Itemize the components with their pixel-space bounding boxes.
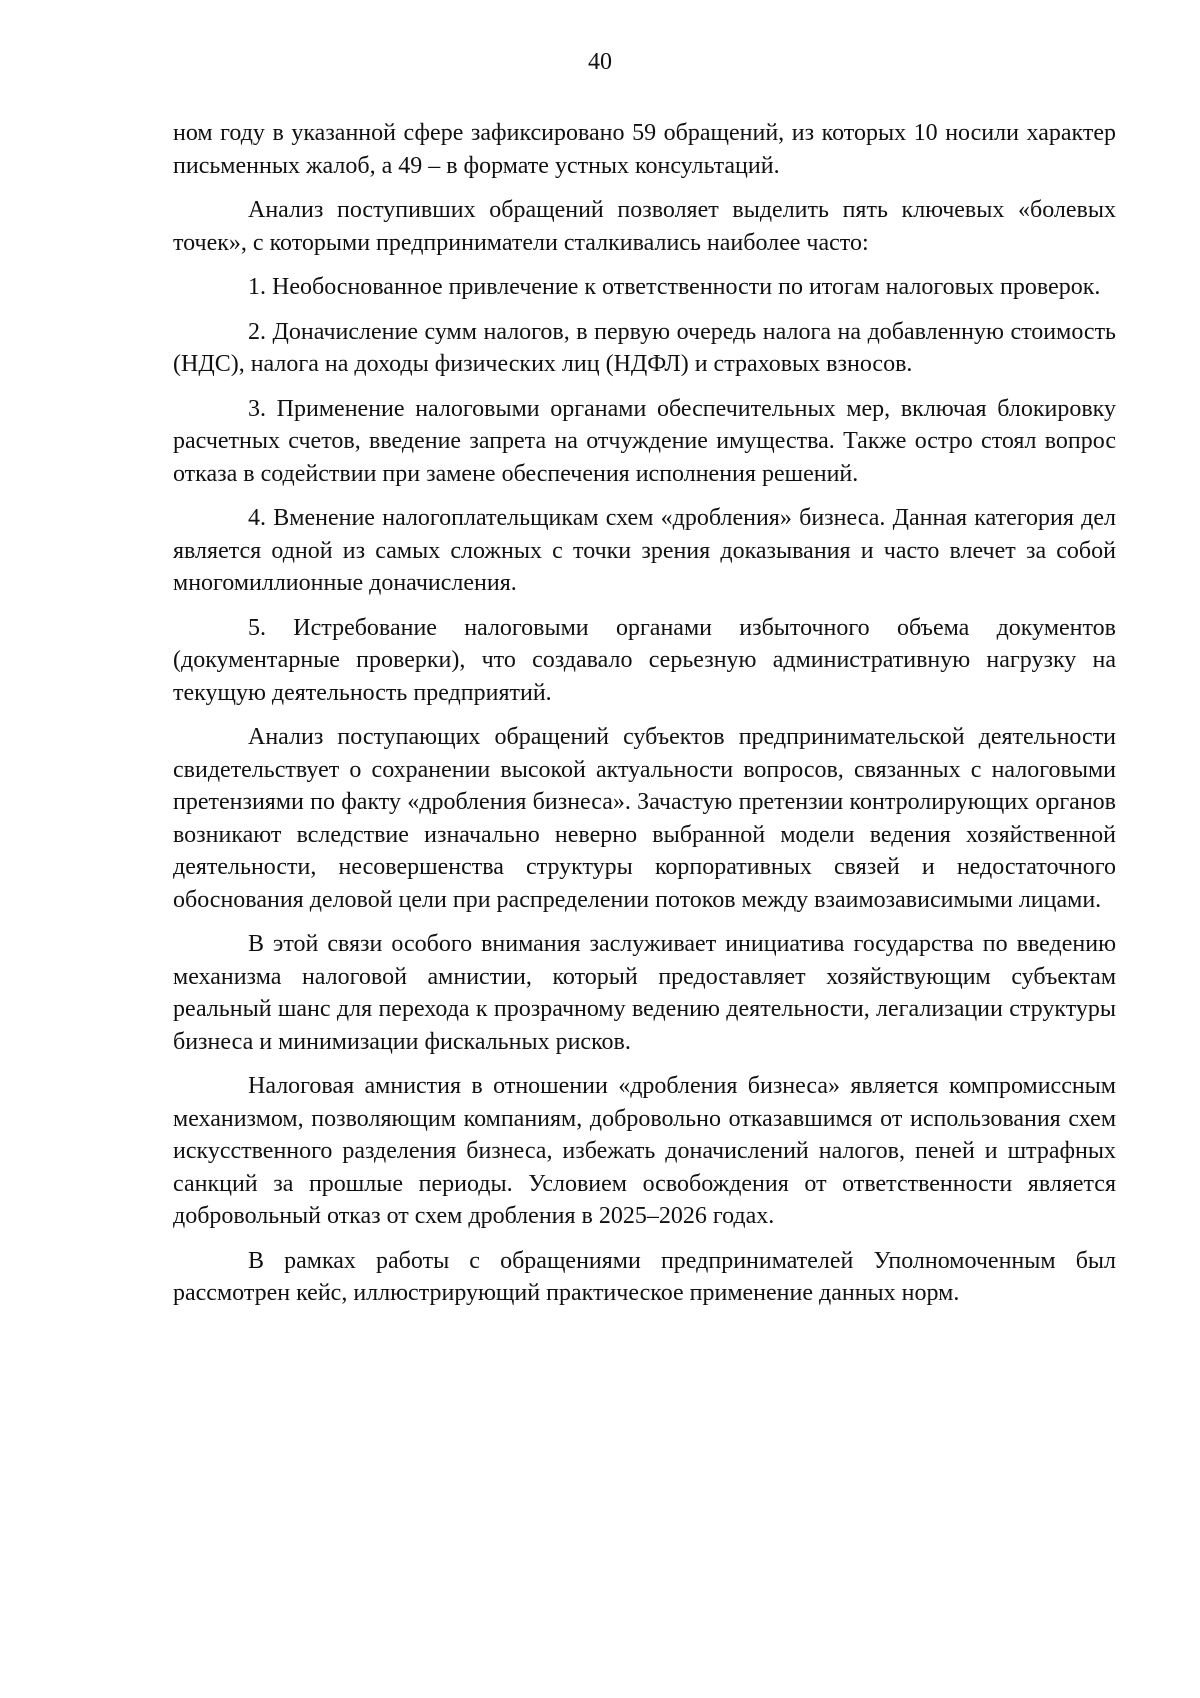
paragraph-continuation: ном году в указанной сфере зафиксировано 59 обращений, из которых 10 носили характер письменных жалоб, а 49 – в формате устных консультаций. xyxy=(173,120,1116,179)
paragraph-analysis-intro: Анализ поступивших обращений позволяет выделить пять ключевых «болевых точек», с которыми предприниматели сталкивались наиболее часто: xyxy=(173,197,1116,256)
paragraph-analysis: Анализ поступающих обращений субъектов предпринимательской деятельности свидетельствует о сохранении высокой актуальности вопросов, связанных с налоговыми претензиями по факту «дробления бизнеса». Зачастую претензии контролирующих органов возникают вследствие изначально неверно выбранной модели ведения хозяйственной деятельности, несовершенства структуры корпоративных связей и недостаточного обоснования деловой цели при распределении потоков между взаимозависимыми лицами. xyxy=(173,724,1116,913)
list-item-3: 3. Применение налоговыми органами обеспечительных мер, включая блокировку расчетных счетов, введение запрета на отчуждение имущества. Также остро стоял вопрос отказа в содействии при замене обеспечения исполнения решений. xyxy=(173,395,1116,487)
list-item-2: 2. Доначисление сумм налогов, в первую очередь налога на добавленную стоимость (НДС), налога на доходы физических лиц (НДФЛ) и страховых взносов. xyxy=(173,318,1116,377)
list-item-5: 5. Истребование налоговыми органами избыточного объема документов (документарные проверки), что создавало серьезную административную нагрузку на текущую деятельность предприятий. xyxy=(173,614,1116,706)
paragraph-amnesty-description: Налоговая амнистия в отношении «дробления бизнеса» является компромиссным механизмом, позволяющим компаниям, добровольно отказавшимся от использования схем искусственного разделения бизнеса, избежать доначислений налогов, пеней и штрафных санкций за прошлые периоды. Условием освобождения от ответственности является добровольный отказ от схем дробления в 2025–2026 годах. xyxy=(173,1073,1116,1229)
document-body xyxy=(173,117,1116,1322)
list-item-1: 1. Необоснованное привлечение к ответственности по итогам налоговых проверок. xyxy=(248,274,1101,300)
list-item-4: 4. Вменение налогоплательщикам схем «дробления» бизнеса. Данная категория дел является одной из самых сложных с точки зрения доказывания и часто влечет за собой многомиллионные доначисления. xyxy=(173,505,1116,596)
paragraph-case-intro: В рамках работы с обращениями предпринимателей Уполномоченным был рассмотрен кейс, иллюстрирующий практическое применение данных норм. xyxy=(173,1247,1116,1306)
paragraph-amnesty-initiative: В этой связи особого внимания заслуживает инициатива государства по введению механизма налоговой амнистии, который предоставляет хозяйствующим субъектам реальный шанс для перехода к прозрачному ведению деятельности, легализации структуры бизнеса и минимизации фискальных рисков. xyxy=(173,931,1116,1055)
page-number: 40 xyxy=(588,49,612,75)
